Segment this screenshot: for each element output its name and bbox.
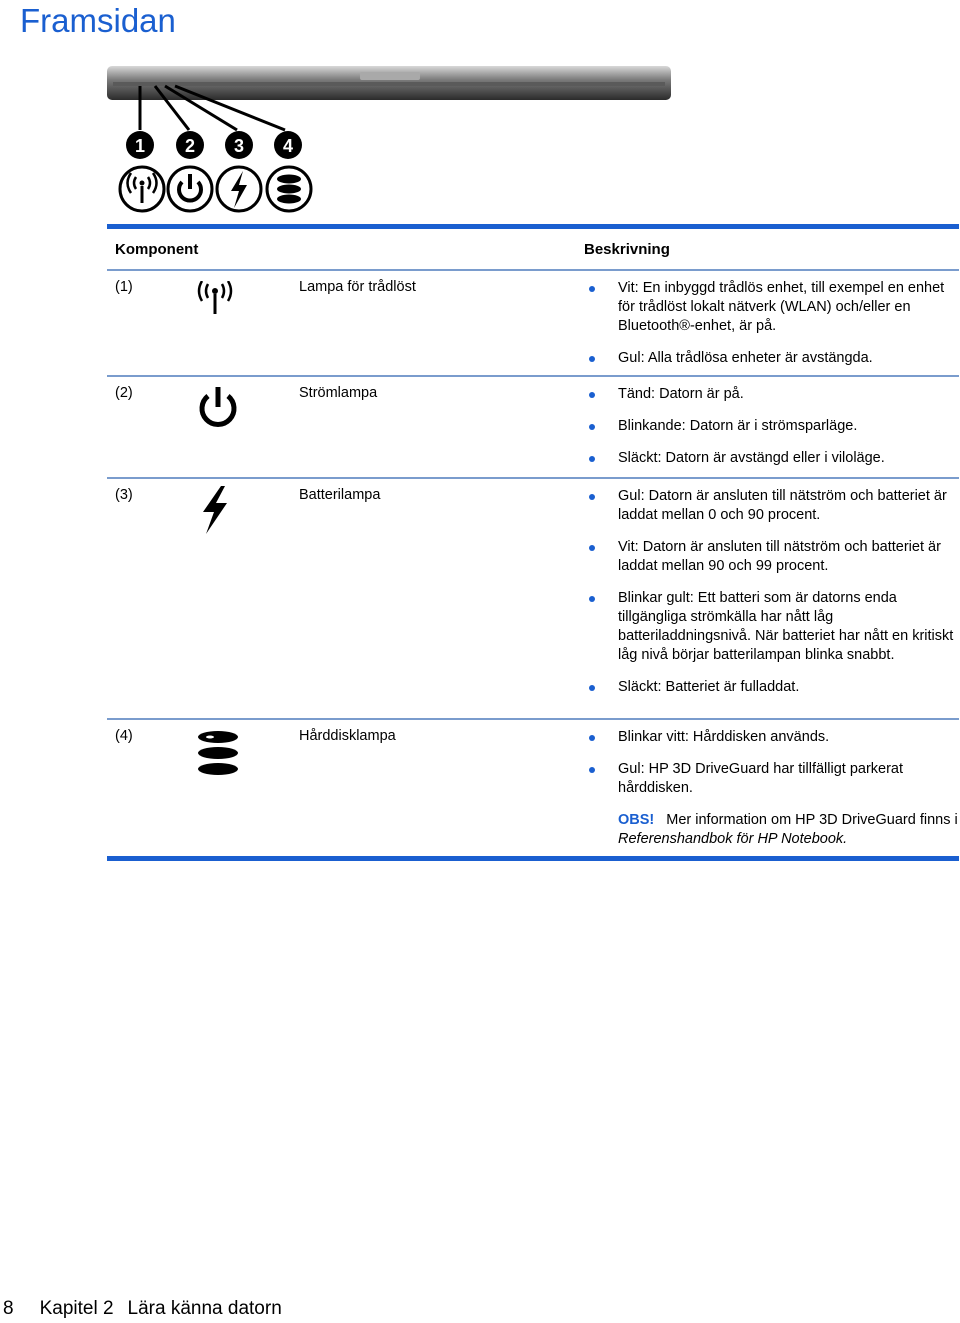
header-description: Beskrivning (584, 241, 670, 258)
row-label: Lampa för trådlöst (299, 279, 416, 295)
hard-drive-icon (195, 730, 241, 776)
wireless-icon (195, 281, 235, 315)
row-label: Hårddisklampa (299, 728, 396, 744)
page-number: 8 (3, 1298, 14, 1319)
row-number: (1) (115, 279, 133, 295)
list-item: Gul: Alla trådlösa enheter är avstängda. (589, 349, 958, 368)
callout-2 (176, 131, 204, 159)
callout-3 (225, 131, 253, 159)
row-number: (2) (115, 385, 133, 401)
page-footer (3, 1298, 296, 1320)
table-bottom-rule (107, 856, 959, 861)
list-item: Vit: Datorn är ansluten till nätström och batteriet är laddat mellan 90 och 99 procent. (589, 538, 958, 576)
note (589, 811, 958, 849)
list-item: Blinkande: Datorn är i strömsparläge. (589, 417, 958, 436)
list-item: Blinkar vitt: Hårddisken används. (589, 728, 958, 747)
table-row (107, 720, 959, 856)
callout-3-label: 3 (233, 136, 245, 156)
callout-1 (126, 131, 154, 159)
row-number: (4) (115, 728, 133, 744)
list-item: Vit: En inbyggd trådlös enhet, till exempel en enhet för trådlöst lokalt nätverk (WLAN) och/eller en Bluetooth®-enhet, är på. (589, 279, 958, 336)
battery-bolt-icon (195, 485, 233, 535)
callout-1-label: 1 (134, 136, 146, 156)
note-label: OBS! (618, 812, 655, 828)
note-reference: Referenshandbok för HP Notebook (618, 831, 844, 847)
table-row (107, 271, 959, 375)
list-item: Släckt: Batteriet är fulladdat. (589, 678, 958, 697)
header-component: Komponent (115, 241, 199, 258)
callout-4 (274, 131, 302, 159)
note-text: Mer information om HP 3D DriveGuard finns i (666, 812, 958, 828)
hard-drive-icon (267, 167, 311, 211)
power-icon (195, 385, 241, 431)
callout-4-label: 4 (282, 136, 294, 156)
power-icon (168, 167, 212, 211)
table-row (107, 479, 959, 718)
component-table (107, 224, 959, 861)
laptop-front-illustration (105, 62, 675, 217)
list-item: Släckt: Datorn är avstängd eller i viloläge. (589, 449, 958, 468)
list-item: Gul: Datorn är ansluten till nätström och batteriet är laddat mellan 0 och 90 procent. (589, 487, 958, 525)
battery-bolt-icon (217, 167, 261, 211)
chapter-label: Kapitel 2 (39, 1298, 114, 1319)
note-end: . (843, 831, 848, 847)
table-header (107, 229, 959, 269)
table-row (107, 377, 959, 477)
page-title: Framsidan (20, 2, 176, 39)
row-number: (3) (115, 487, 133, 503)
chapter-title: Lära känna datorn (127, 1298, 282, 1319)
wireless-icon (120, 167, 164, 211)
row-label: Strömlampa (299, 385, 378, 401)
list-item: Blinkar gult: Ett batteri som är datorns enda tillgängliga strömkälla har nått låg batteriladdningsnivå. När batteriet har nått en kritiskt låg nivå börjar batterilampan blinka snabbt. (589, 589, 958, 665)
list-item: Tänd: Datorn är på. (589, 385, 958, 404)
list-item: Gul: HP 3D DriveGuard har tillfälligt parkerat hårddisken. (589, 760, 958, 798)
row-label: Batterilampa (299, 487, 381, 503)
callout-2-label: 2 (184, 136, 196, 156)
